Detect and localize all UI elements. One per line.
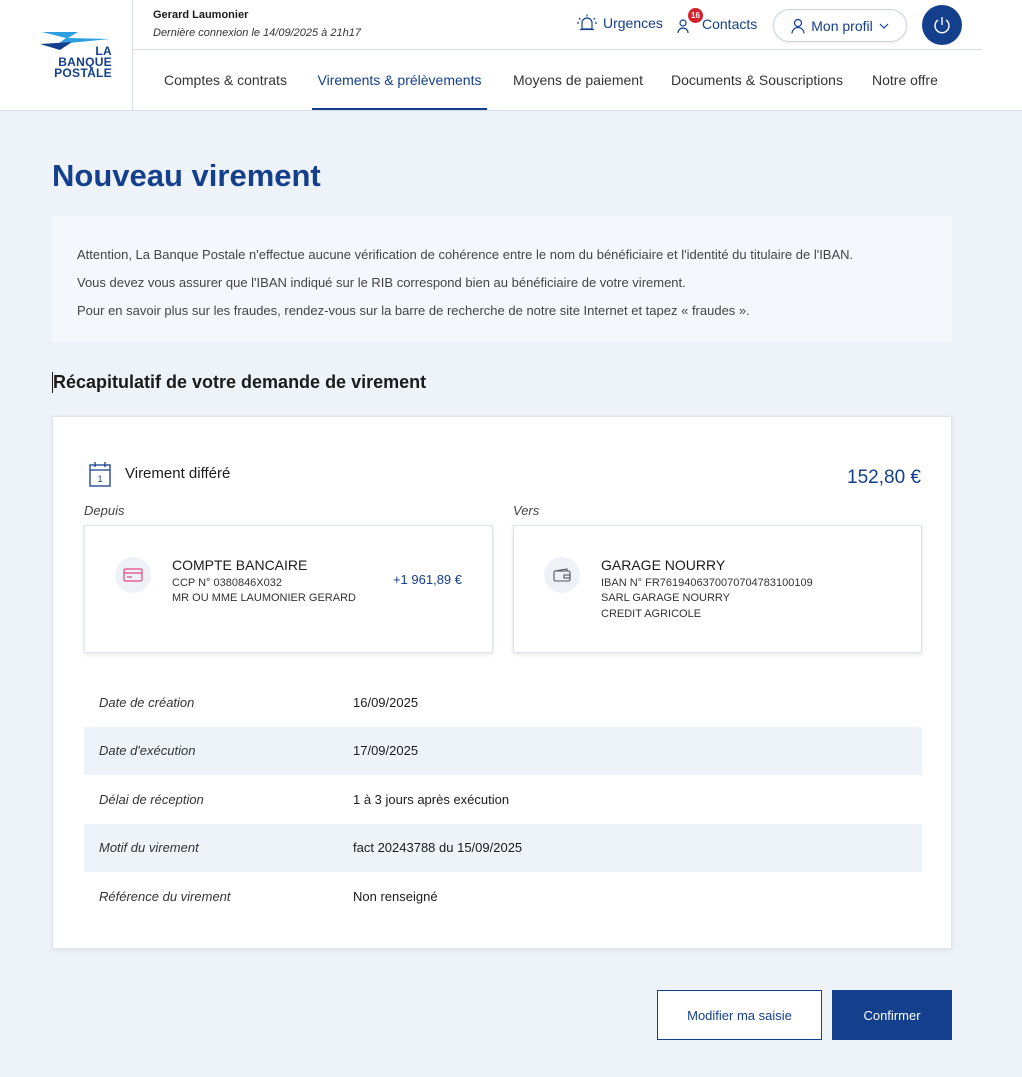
card-icon-wrap <box>115 557 151 593</box>
profile-label: Mon profil <box>811 17 873 34</box>
profile-button[interactable] <box>773 9 907 42</box>
contacts-icon-wrap <box>677 11 700 34</box>
source-account-balance: +1 961,89 € <box>392 572 462 587</box>
alarm-icon <box>577 14 597 32</box>
credit-card-icon <box>123 568 143 582</box>
detail-value: Non renseigné <box>353 888 438 904</box>
detail-row-motive <box>84 824 922 873</box>
detail-row-reference <box>84 872 922 921</box>
wallet-icon <box>553 568 571 582</box>
beneficiary-bank: CREDIT AGRICOLE <box>601 608 702 620</box>
logo-text: LA BANQUE POSTALE <box>54 44 112 80</box>
detail-label: Date d'exécution <box>99 743 196 759</box>
detail-row-reception-delay <box>84 775 922 824</box>
nav-item-offre[interactable]: Notre offre <box>872 72 938 88</box>
beneficiary-iban: IBAN N° FR7619406370070704783100109 <box>601 577 813 589</box>
contacts-badge: 16 <box>688 8 703 23</box>
beneficiary-company: SARL GARAGE NOURRY <box>601 592 730 604</box>
contacts-link[interactable] <box>677 11 758 34</box>
fraud-warning <box>52 216 952 342</box>
beneficiary-name: GARAGE NOURRY <box>601 557 726 573</box>
source-account-title: COMPTE BANCAIRE <box>172 557 308 573</box>
summary-title: Récapitulatif de votre demande de virement <box>53 372 427 392</box>
warning-line: Attention, La Banque Postale n'effectue aucune vérification de cohérence entre le nom du bénéficiaire et l'identité du titulaire de l'IBAN. <box>77 247 854 262</box>
detail-value: 17/09/2025 <box>353 743 419 759</box>
last-login: Dernière connexion le 14/09/2025 à 21h17 <box>153 27 361 39</box>
nav-item-documents[interactable]: Documents & Souscriptions <box>671 72 843 88</box>
warning-line: Vous devez vous assurer que l'IBAN indiqué sur le RIB correspond bien au bénéficiaire de votre virement. <box>77 275 686 290</box>
contacts-label: Contacts <box>702 16 758 32</box>
nav-item-virements[interactable]: Virements & prélèvements <box>312 50 487 110</box>
detail-label: Motif du virement <box>99 840 199 856</box>
transfer-type: Virement différé <box>125 465 231 482</box>
user-name: Gerard Laumonier <box>153 9 249 21</box>
transfer-summary-card <box>52 416 952 949</box>
from-label: Depuis <box>84 503 125 518</box>
detail-label: Date de création <box>99 694 195 710</box>
detail-label: Délai de réception <box>99 791 204 807</box>
warning-line: Pour en savoir plus sur les fraudes, rendez-vous sur la barre de recherche de notre site Internet et tapez « fraudes ». <box>77 303 750 318</box>
transfer-details <box>84 678 922 921</box>
detail-label: Référence du virement <box>99 888 231 904</box>
confirm-button[interactable]: Confirmer <box>832 990 952 1040</box>
detail-row-creation-date <box>84 678 922 727</box>
calendar-icon-day: 1 <box>97 474 103 484</box>
urgences-label: Urgences <box>603 15 663 31</box>
detail-value: 1 à 3 jours après exécution <box>353 791 510 807</box>
page-title: Nouveau virement <box>52 158 321 193</box>
header <box>0 0 1022 111</box>
power-icon <box>932 15 952 35</box>
wallet-icon-wrap <box>544 557 580 593</box>
logo[interactable] <box>0 0 133 111</box>
urgences-link[interactable] <box>577 14 663 32</box>
source-account-card <box>84 525 493 653</box>
detail-row-execution-date <box>84 727 922 776</box>
source-account-holder: MR OU MME LAUMONIER GERARD <box>172 592 356 604</box>
nav-item-comptes[interactable]: Comptes & contrats <box>164 72 287 88</box>
nav-item-moyens-paiement[interactable]: Moyens de paiement <box>513 72 643 88</box>
transfer-amount: 152,80 € <box>847 467 921 488</box>
beneficiary-card <box>513 525 922 653</box>
to-label: Vers <box>513 503 540 518</box>
source-account-number: CCP N° 0380846X032 <box>172 577 282 589</box>
modify-button[interactable]: Modifier ma saisie <box>657 990 822 1040</box>
user-icon <box>791 18 805 34</box>
detail-value: fact 20243788 du 15/09/2025 <box>353 840 523 856</box>
chevron-down-icon <box>879 23 889 29</box>
calendar-icon <box>89 461 111 487</box>
logout-button[interactable] <box>922 5 962 45</box>
detail-value: 16/09/2025 <box>353 694 419 710</box>
